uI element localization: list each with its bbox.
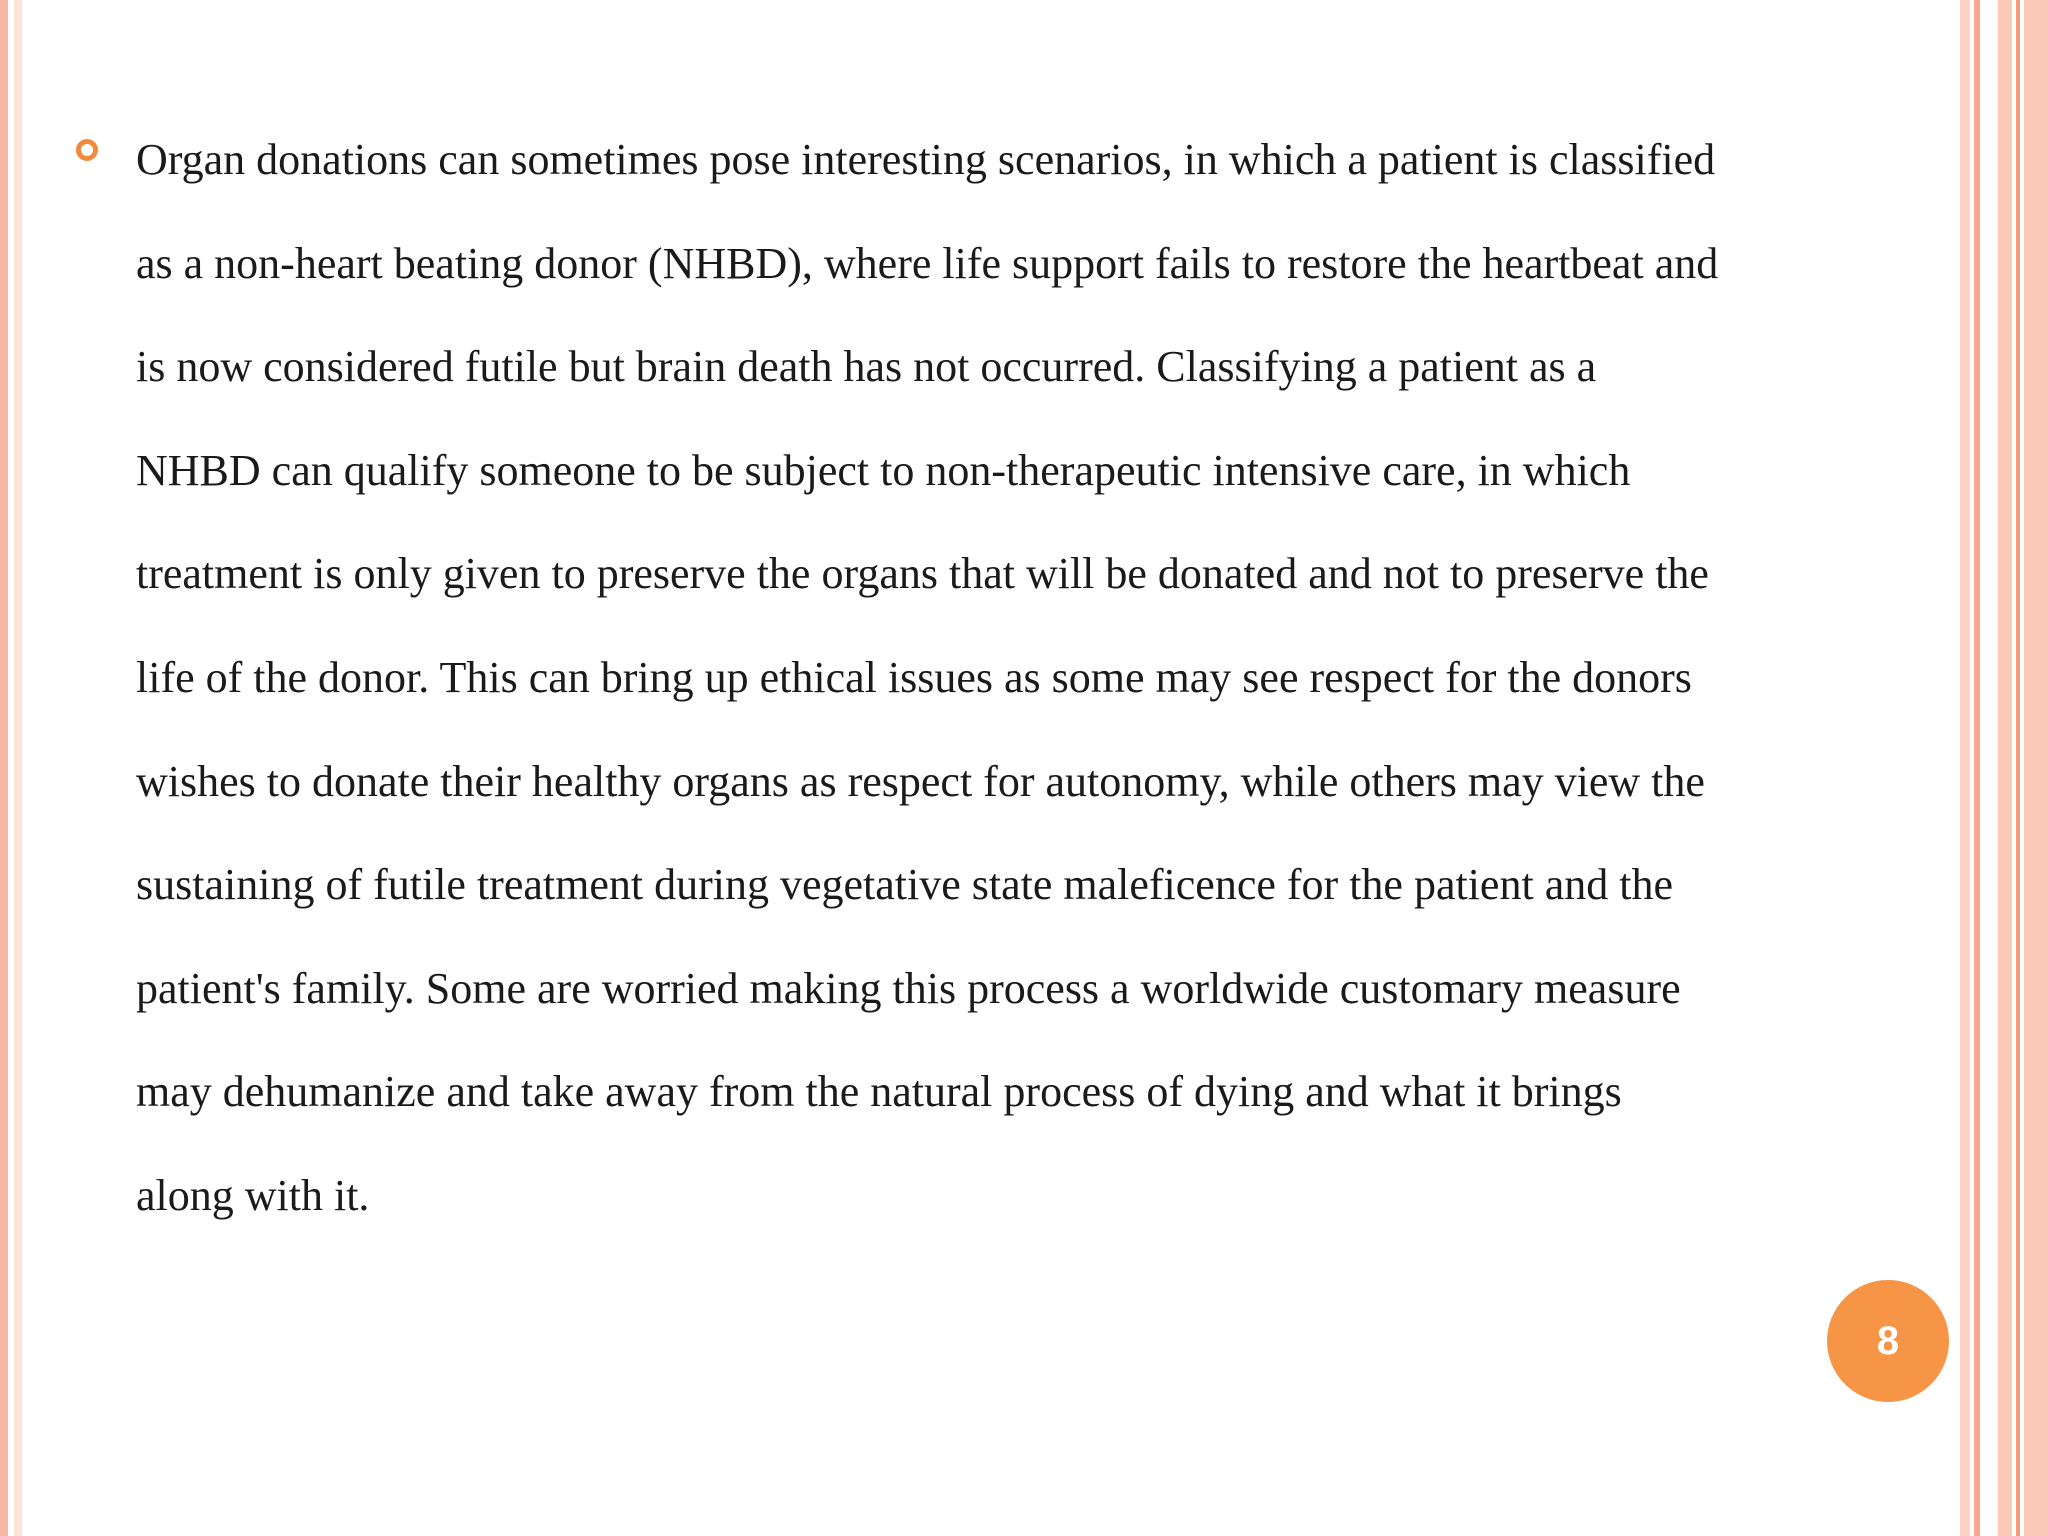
right-border-stripe	[1960, 0, 1970, 1536]
right-border-panel	[1960, 0, 2048, 1536]
page-number-badge	[1827, 1280, 1949, 1402]
left-border-stripe-inner	[14, 0, 22, 1536]
page-number: 8	[1876, 1318, 1900, 1363]
right-border-stripe	[2016, 0, 2020, 1536]
body-paragraph: Organ donations can sometimes pose interesting scenarios, in which a patient is classified as a non-heart beating donor (NHBD), where life support fails to restore the heartbeat and is now considered futile but brain death has not occurred. Classifying a patient as a NHBD can qualify someone to be subject to non-therapeutic intensive care, in which treatment is only given to preserve the organs that will be donated and not to preserve the life of the donor. This can bring up ethical issues as some may see respect for the donors wishes to donate their healthy organs as respect for autonomy, while others may view the sustaining of futile treatment during vegetative state maleficence for the patient and the patient's family. Some are worried making this process a worldwide customary measure may dehumanize and take away from the natural process of dying and what it brings along with it.	[136, 135, 1719, 1220]
bullet-icon	[76, 139, 98, 161]
right-border-stripe	[2024, 0, 2048, 1536]
right-border-stripe	[1974, 0, 1980, 1536]
left-border-stripe	[0, 0, 8, 1536]
right-border-stripe	[1998, 0, 2012, 1536]
